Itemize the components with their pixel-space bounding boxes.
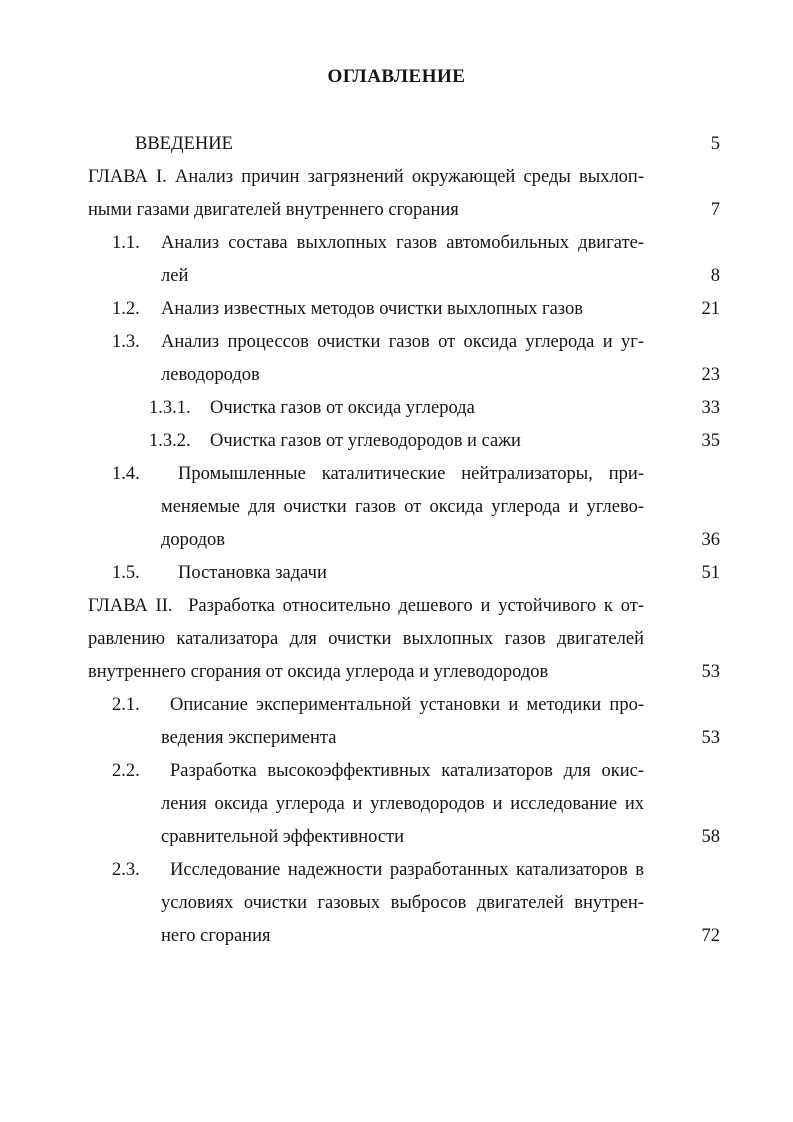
toc-s1-4-page: 36 — [701, 530, 720, 550]
toc-s2-3-line2: условиях очистки газовых выбросов двигателей внутрен- — [161, 893, 644, 913]
toc-s2-2-num: 2.2. — [112, 761, 140, 781]
toc-s1-4-line2: меняемые для очистки газов от оксида углерода и углево- — [161, 497, 644, 517]
toc-s1-1-line2: лей — [161, 266, 189, 286]
toc-s1-4-line3: дородов — [161, 530, 226, 550]
toc-s1-2-page: 21 — [701, 299, 720, 319]
toc-ch2-line3: внутреннего сгорания от оксида углерода и углеводородов — [88, 662, 549, 682]
toc-s1-3-line2: леводородов — [161, 365, 260, 385]
toc-s1-3-1-line1: Очистка газов от оксида углерода — [210, 398, 475, 418]
toc-s1-5-line1: Постановка задачи — [178, 563, 327, 583]
toc-s2-2-line2: ления оксида углерода и углеводородов и исследование их — [161, 794, 644, 814]
toc-s2-3-page: 72 — [701, 926, 720, 946]
toc-s1-3-2-num: 1.3.2. — [149, 431, 191, 451]
toc-s1-3-1-num: 1.3.1. — [149, 398, 191, 418]
toc-ch2-page: 53 — [701, 662, 720, 682]
page-title: ОГЛАВЛЕНИЕ — [327, 66, 466, 87]
toc-s1-1-page: 8 — [710, 266, 720, 286]
toc-s2-1-line1: Описание экспериментальной установки и методики про- — [170, 695, 644, 715]
toc-s2-3-num: 2.3. — [112, 860, 140, 880]
toc-s1-3-num: 1.3. — [112, 332, 140, 352]
toc-s2-3-line3: него сгорания — [161, 926, 271, 946]
toc-s1-3-2-line1: Очистка газов от углеводородов и сажи — [210, 431, 521, 451]
toc-ch1-line2: ными газами двигателей внутреннего сгорания — [88, 200, 459, 220]
toc-s2-1-line2: ведения эксперимента — [161, 728, 337, 748]
toc-ch1-line1: ГЛАВА I. Анализ причин загрязнений окружающей среды выхлоп- — [88, 167, 644, 187]
toc-s2-2-line1: Разработка высокоэффективных катализаторов для окис- — [170, 761, 644, 781]
toc-ch2-line2: равлению катализатора для очистки выхлопных газов двигателей — [88, 629, 644, 649]
toc-intro-label: ВВЕДЕНИЕ — [135, 134, 233, 154]
toc-s1-3-2-page: 35 — [701, 431, 720, 451]
toc-s1-3-1-page: 33 — [701, 398, 720, 418]
toc-s1-5-page: 51 — [701, 563, 720, 583]
toc-ch2-line1: ГЛАВА II. Разработка относительно дешевого и устойчивого к от- — [88, 596, 644, 616]
toc-intro-page: 5 — [710, 134, 720, 154]
toc-s2-2-page: 58 — [701, 827, 720, 847]
toc-s1-4-num: 1.4. — [112, 464, 140, 484]
toc-s2-3-line1: Исследование надежности разработанных катализаторов в — [170, 860, 644, 880]
toc-s1-5-num: 1.5. — [112, 563, 140, 583]
toc-s1-2-num: 1.2. — [112, 299, 140, 319]
toc-ch1-page: 7 — [710, 200, 720, 220]
toc-s1-3-page: 23 — [701, 365, 720, 385]
toc-s2-1-page: 53 — [701, 728, 720, 748]
toc-s1-2-line1: Анализ известных методов очистки выхлопных газов — [161, 299, 583, 319]
toc-s1-1-line1: Анализ состава выхлопных газов автомобильных двигате- — [161, 233, 644, 253]
toc-s2-2-line3: сравнительной эффективности — [161, 827, 405, 847]
toc-s1-1-num: 1.1. — [112, 233, 140, 253]
toc-s2-1-num: 2.1. — [112, 695, 140, 715]
toc-s1-3-line1: Анализ процессов очистки газов от оксида углерода и уг- — [161, 332, 644, 352]
toc-s1-4-line1: Промышленные каталитические нейтрализаторы, при- — [178, 464, 644, 484]
